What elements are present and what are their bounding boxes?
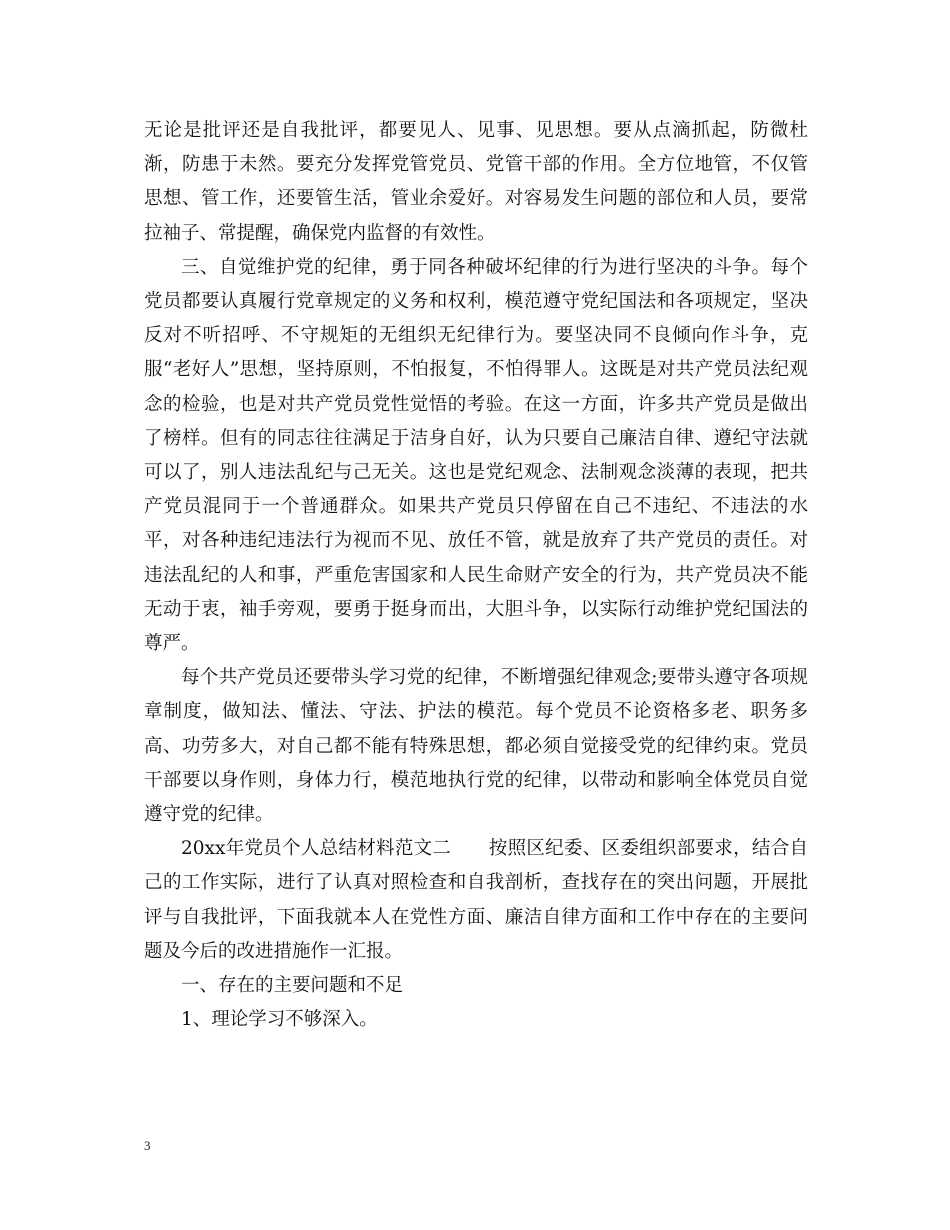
- document-body: [144, 114, 808, 1037]
- section-heading-problems: 一、存在的主要问题和不足: [181, 975, 404, 997]
- paragraph-sample-two: 20xx年党员个人总结材料范文二 按照区纪委、区委组织部要求，结合自己的工作实际，进行了认真对照检查和自我剖析，查找存在的突出问题，开展批评与自我批评，下面我就本人在党性方面、廉洁自律方面和工作中存在的主要问题及今后的改进措施作一汇报。: [144, 838, 808, 962]
- paragraph-discipline: 每个共产党员还要带头学习党的纪律，不断增强纪律观念;要带头遵守各项规章制度，做知法、懂法、守法、护法的模范。每个党员不论资格多老、职务多高、功劳多大，对自己都不能有特殊思想，都必须自觉接受党的纪律约束。党员干部要以身作则，身体力行，模范地执行党的纪律，以带动和影响全体党员自觉遵守党的纪律。: [144, 667, 808, 826]
- paragraph-section-three: 三、自觉维护党的纪律，勇于同各种破坏纪律的行为进行坚决的斗争。每个党员都要认真履行党章规定的义务和权利，模范遵守党纪国法和各项规定，坚决反对不听招呼、不守规矩的无组织无纪律行为。要坚决同不良倾向作斗争，克服“老好人”思想，坚持原则，不怕报复，不怕得罪人。这既是对共产党员法纪观念的检验，也是对共产党员党性觉悟的考验。在这一方面，许多共产党员是做出了榜样。但有的同志往往满足于洁身自好，认为只要自己廉洁自律、遵纪守法就可以了，别人违法乱纪与己无关。这也是党纪观念、法制观念淡薄的表现，把共产党员混同于一个普通群众。如果共产党员只停留在自己不违纪、不违法的水平，对各种违纪违法行为视而不见、放任不管，就是放弃了共产党员的责任。对违法乱纪的人和事，严重危害国家和人民生命财产安全的行为，共产党员决不能无动于衷，袖手旁观，要勇于挺身而出，大胆斗争，以实际行动维护党纪国法的尊严。: [144, 256, 808, 655]
- subheading-theory-study: 1、理论学习不够深入。: [181, 1009, 378, 1031]
- page-number: 3: [144, 1138, 151, 1153]
- paragraph-criticism: 无论是批评还是自我批评，都要见人、见事、见思想。要从点滴抓起，防微杜渐，防患于未然。要充分发挥党管党员、党管干部的作用。全方位地管，不仅管思想、管工作，还要管生活，管业余爱好。对容易发生问题的部位和人员，要常拉袖子、常提醒，确保党内监督的有效性。: [144, 120, 808, 244]
